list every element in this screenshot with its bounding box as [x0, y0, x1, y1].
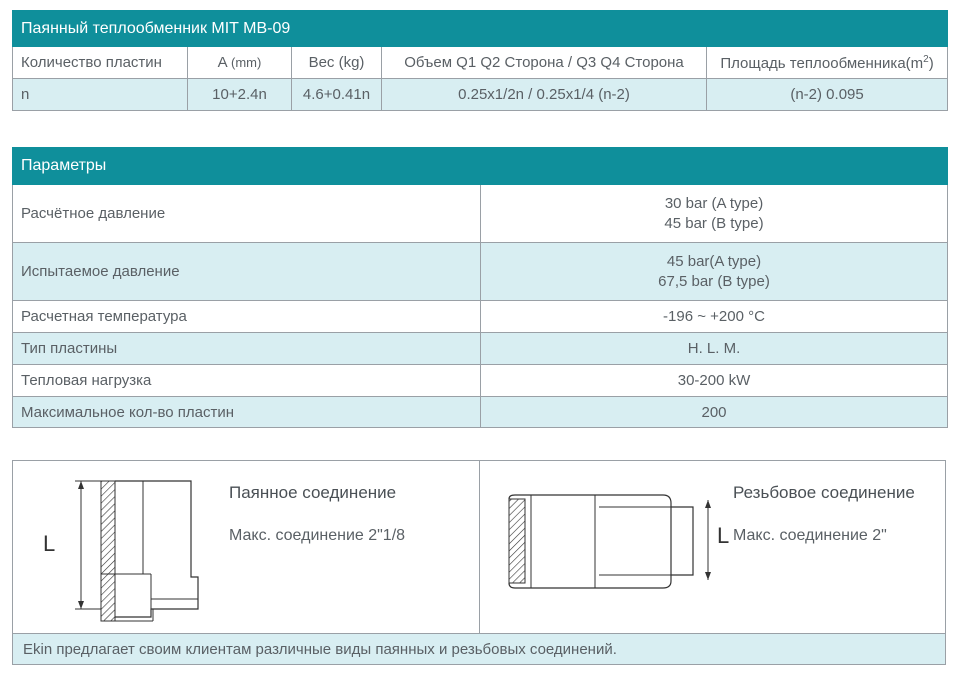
- param-label: Максимальное кол-во пластин: [13, 397, 481, 428]
- param-value: H. L. M.: [481, 333, 948, 365]
- param-value: -196 ~ +200 °C: [481, 301, 948, 333]
- cell-a: 10+2.4n: [188, 79, 292, 111]
- threaded-dimension-icon: [698, 496, 718, 586]
- param-label: Испытаемое давление: [13, 243, 481, 301]
- params-table-title: Параметры: [13, 148, 948, 185]
- col-header-weight: Вес (kg): [292, 47, 382, 79]
- brazed-text: Макс. соединение 2"1/8: [229, 527, 406, 544]
- connections-panel: [12, 460, 946, 665]
- threaded-text: Макс. соединение 2": [733, 527, 887, 544]
- param-label: Расчётное давление: [13, 185, 481, 243]
- panel-divider: [479, 461, 480, 633]
- param-value: 30 bar (A type) 45 bar (B type): [481, 185, 948, 243]
- spec-table-title: Паянный теплообменник MIT MB-09: [13, 11, 948, 47]
- col-header-area: Площадь $теплообменника(m^2)$: [707, 47, 948, 79]
- cell-volume: 0.25x1/2n / 0.25x1/4 (n-2): [382, 79, 707, 111]
- threaded-title: Резьбовое соединение: [733, 483, 915, 502]
- col-header-a: A (mm): [188, 47, 292, 79]
- brazed-title: Паянное соединение: [229, 483, 397, 502]
- threaded-dim-label: L: [717, 523, 730, 548]
- threaded-connection-drawing: [503, 493, 703, 593]
- param-value: 200: [481, 397, 948, 428]
- connections-note: Ekin предлагает своим клиентам различные виды паянных и резьбовых соединений.: [13, 633, 945, 664]
- param-label: Тепловая нагрузка: [13, 365, 481, 397]
- cell-plates: n: [13, 79, 188, 111]
- param-label: Расчетная температура: [13, 301, 481, 333]
- cell-area: (n-2) 0.095: [707, 79, 948, 111]
- params-table: [12, 147, 948, 428]
- brazed-dim-label: L: [43, 531, 56, 556]
- spec-table: [12, 10, 948, 111]
- param-label: Тип пластины: [13, 333, 481, 365]
- brazed-connection-drawing: [43, 469, 243, 634]
- param-value: 30-200 kW: [481, 365, 948, 397]
- col-header-volume: Объем Q1 Q2 Сторона / Q3 Q4 Сторона: [382, 47, 707, 79]
- param-value: 45 bar(A type) 67,5 bar (B type): [481, 243, 948, 301]
- col-header-plates: Количество пластин: [13, 47, 188, 79]
- cell-weight: 4.6+0.41n: [292, 79, 382, 111]
